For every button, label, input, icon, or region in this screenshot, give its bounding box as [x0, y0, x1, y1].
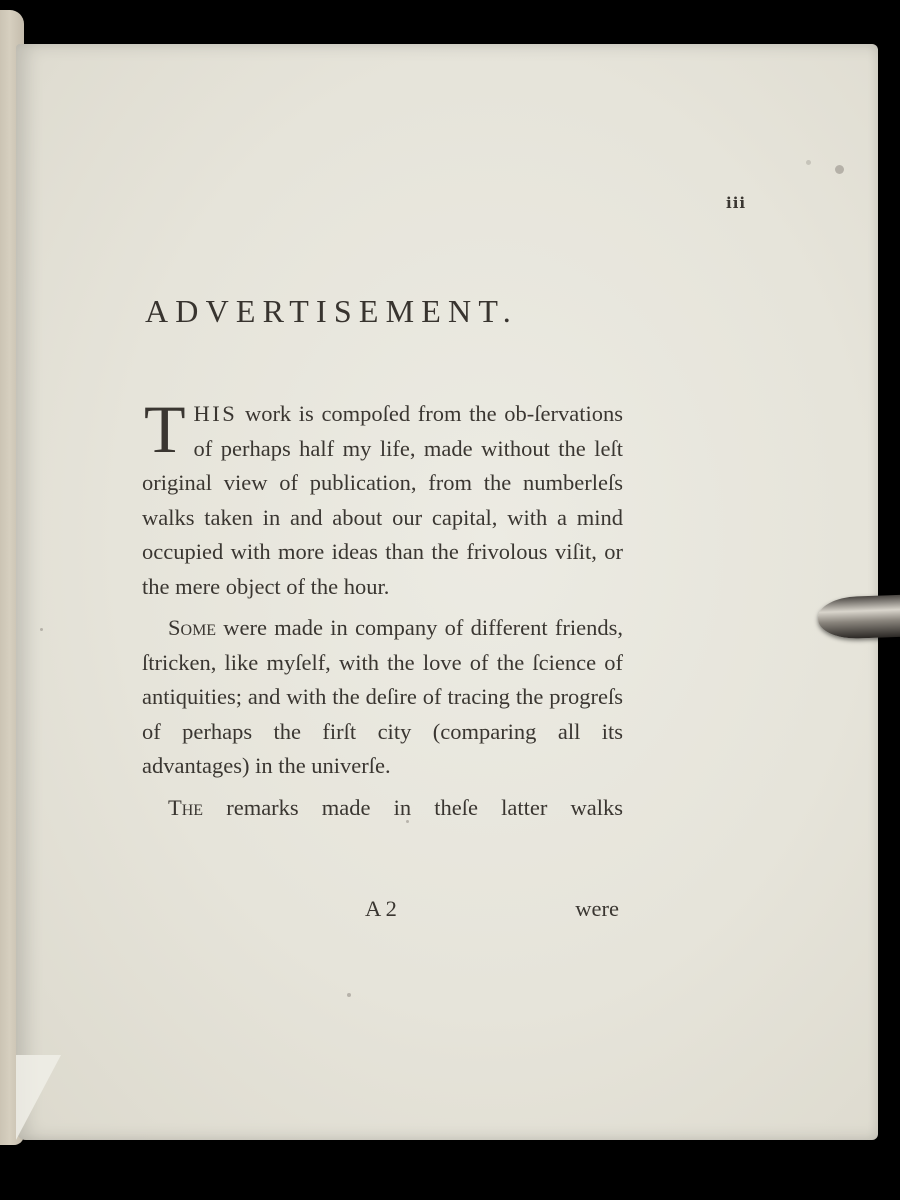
foxing-spot [835, 165, 844, 174]
paragraph-3-text: remarks made in theſe latter walks [203, 794, 623, 820]
page-corner-fold [16, 1055, 61, 1140]
paragraph-1-text: work is compoſed from the ob-ſervations of perhaps half my life, made without the leſt original view of publication, from the numberleſs walks taken in and about our capital, with a mind occupied with more ideas than the frivolous viſit, or the mere object of the hour. [142, 401, 623, 599]
signature-mark: A 2 [365, 896, 397, 921]
paragraph-2 [142, 611, 623, 784]
paragraph-2-lead: Some [168, 615, 217, 640]
paragraph-3 [142, 791, 623, 826]
paragraph-2-text: were made in company of different friends, ſtricken, like myſelf, with the love of the ſcience of antiquities; and with the deſire of tracing the progreſs of perhaps the firſt city (comparing all its advantages) in the univerſe. [142, 615, 623, 778]
foxing-spot [806, 160, 811, 165]
paragraph-3-lead: The [168, 794, 204, 820]
page-heading: ADVERTISEMENT. [145, 293, 518, 329]
drop-cap: T [144, 391, 186, 467]
catchword: were [575, 896, 619, 921]
paragraph-1 [142, 391, 623, 604]
opening-caps: HIS [193, 401, 238, 426]
foxing-spot [40, 628, 43, 631]
body-text [142, 391, 623, 832]
page-number: iii [726, 194, 747, 212]
signature-line [142, 896, 623, 930]
foxing-spot [347, 993, 351, 997]
